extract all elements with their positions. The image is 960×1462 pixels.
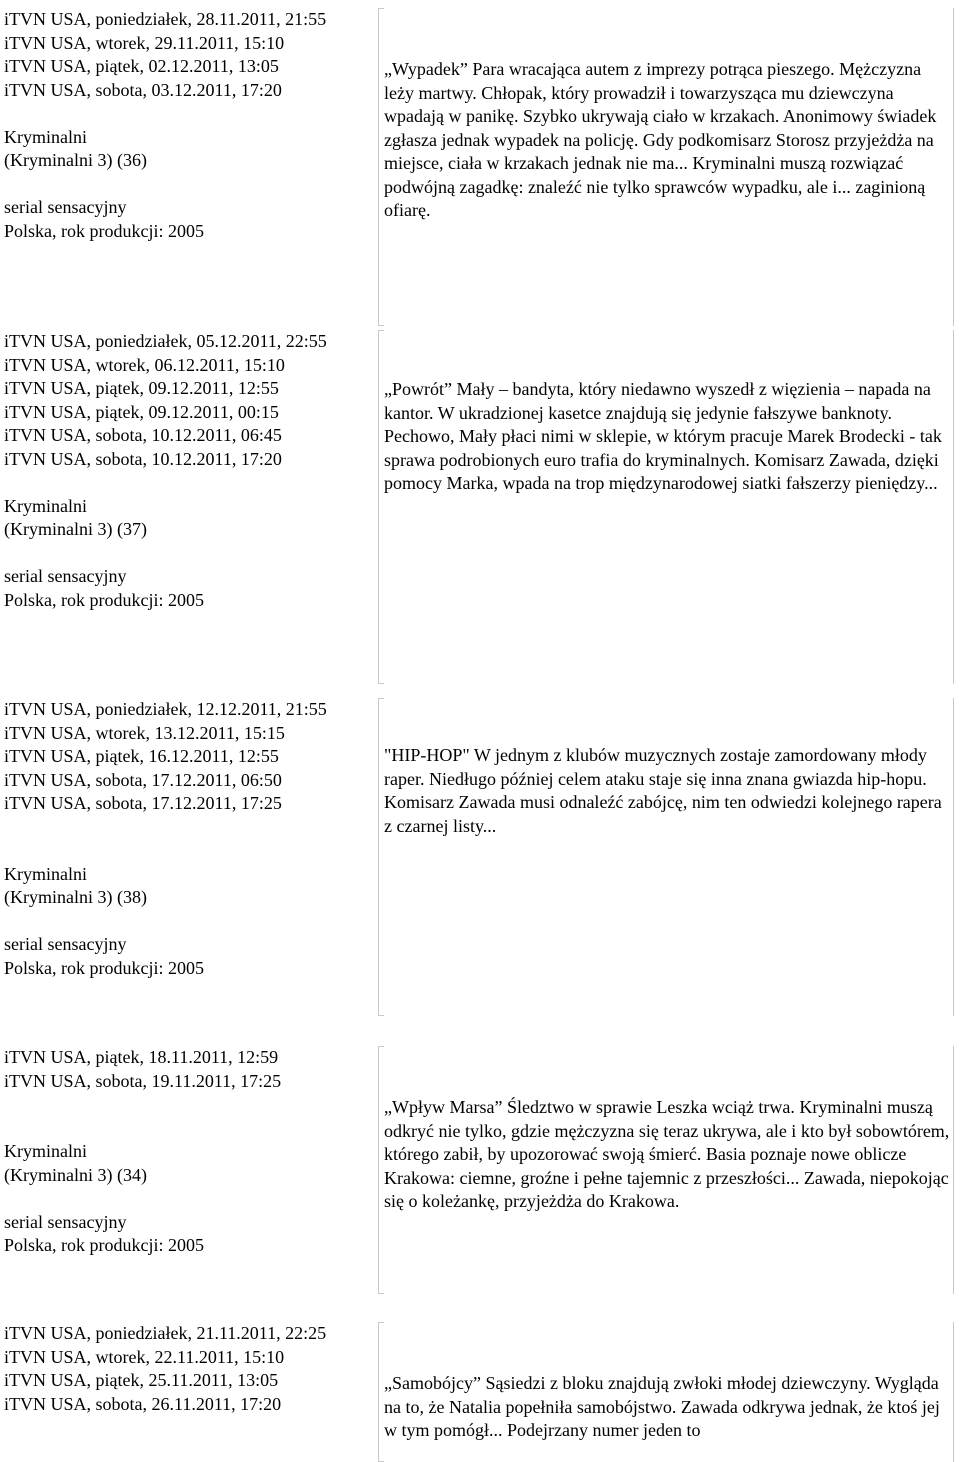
- airing-line: iTVN USA, sobota, 03.12.2011, 17:20: [4, 79, 282, 100]
- episode-description: "HIP-HOP" W jednym z klubów muzycznych zostaje zamordowany młody raper. Niedługo później celem ataku staje się inna znana gwiazda hip-hopu. Komisarz Zawada musi odnaleźć zabójcę, nim ten odwiedzi kolejnego rapera z czarnej listy...: [384, 745, 942, 836]
- airing-line: iTVN USA, poniedziałek, 05.12.2011, 22:55: [4, 331, 327, 351]
- episode-row: [0, 698, 960, 1028]
- episode-description: „Wypadek” Para wracająca autem z imprezy potrąca pieszego. Mężczyzna leży martwy. Chłopak, który prowadził i towarzysząca mu dziewczyna wpadają w panikę. Szybko ukrywają ciało w krzakach. Anonimowy świadek zgłasza jednak wypadek na policję. Gdy podkomisarz Storosz przyjeżdża na miejsce, ciała w krzakach jednak nie ma... Kryminalni muszą rozwiązać podwójną zagadkę: znaleźć nie tylko sprawców wypadku, ale i... zaginioną ofiarę.: [384, 59, 937, 220]
- description-box: [378, 8, 954, 326]
- airing-line: iTVN USA, piątek, 16.12.2011, 12:55: [4, 746, 279, 766]
- airing-line: iTVN USA, piątek, 18.11.2011, 12:59: [4, 1047, 279, 1067]
- episode-description: „Wpływ Marsa” Śledztwo w sprawie Leszka wciąż trwa. Kryminalni muszą odkryć nie tylko, gdzie mężczyzna się teraz ukrywa, ale i kto był sobowtórem, którego zabił, by upozorować swoją śmierć. Basia poznaje nowe oblicze Krakowa: ciemne, groźne i pełne tajemnic z przeszłości... Zawada, niepokojąc się o koleżankę, przyjeżdża do Krakowa.: [384, 1097, 950, 1211]
- episode-subtitle: (Kryminalni 3) (34): [4, 1164, 147, 1185]
- production-info: Polska, rok produkcji: 2005: [4, 589, 204, 610]
- episode-row: [0, 1046, 960, 1294]
- series-title: Kryminalni: [4, 1141, 87, 1161]
- series-title: Kryminalni: [4, 495, 87, 516]
- episode-info: [4, 330, 376, 612]
- airing-line: iTVN USA, wtorek, 06.12.2011, 15:10: [4, 354, 285, 375]
- episode-description: „Samobójcy” Sąsiedzi z bloku znajdują zwłoki młodej dziewczyny. Wygląda na to, że Natalia popełniła samobójstwo. Zawada odkrywa jednak, że ktoś jej w tym pomógł... Podejrzany numer jeden to: [384, 1373, 940, 1440]
- episode-subtitle: (Kryminalni 3) (38): [4, 887, 147, 907]
- airing-line: iTVN USA, sobota, 17.12.2011, 17:25: [4, 793, 282, 813]
- airing-line: iTVN USA, piątek, 02.12.2011, 13:05: [4, 56, 279, 76]
- airing-line: iTVN USA, piątek, 09.12.2011, 12:55: [4, 378, 279, 398]
- airing-line: iTVN USA, wtorek, 22.11.2011, 15:10: [4, 1346, 285, 1367]
- airing-line: iTVN USA, wtorek, 29.11.2011, 15:10: [4, 32, 285, 53]
- episode-info: [4, 1322, 376, 1416]
- episode-info: [4, 1046, 376, 1258]
- episode-row: [0, 1322, 960, 1452]
- description-box: [378, 698, 954, 1016]
- description-box: [378, 330, 954, 684]
- airing-line: iTVN USA, piątek, 09.12.2011, 00:15: [4, 401, 279, 422]
- production-info: Polska, rok produkcji: 2005: [4, 957, 204, 978]
- episode-row: [0, 330, 960, 684]
- production-info: Polska, rok produkcji: 2005: [4, 220, 204, 241]
- airing-line: iTVN USA, sobota, 10.12.2011, 17:20: [4, 448, 282, 469]
- episode-description: „Powrót” Mały – bandyta, który niedawno wyszedł z więzienia – napada na kantor. W ukradzionej kasetce znajdują się jedynie fałszywe banknoty. Pechowo, Mały płaci nimi w sklepie, w którym pracuje Marek Brodecki - tak sprawa podrobionych euro trafia do kryminalnych. Komisarz Zawada, dzięki pomocy Marka, wpada na trop międzynarodowej siatki fałszerzy pieniędzy...: [384, 379, 942, 493]
- genre: serial sensacyjny: [4, 934, 127, 954]
- airing-line: iTVN USA, poniedziałek, 21.11.2011, 22:25: [4, 1323, 327, 1343]
- genre: serial sensacyjny: [4, 566, 127, 586]
- episode-subtitle: (Kryminalni 3) (36): [4, 150, 147, 170]
- episode-row: [0, 8, 960, 326]
- series-title: Kryminalni: [4, 863, 87, 884]
- airing-line: iTVN USA, poniedziałek, 12.12.2011, 21:55: [4, 699, 327, 719]
- episode-info: [4, 8, 376, 243]
- airing-line: iTVN USA, wtorek, 13.12.2011, 15:15: [4, 722, 285, 743]
- production-info: Polska, rok produkcji: 2005: [4, 1235, 204, 1255]
- episode-subtitle: (Kryminalni 3) (37): [4, 519, 147, 539]
- genre: serial sensacyjny: [4, 1211, 127, 1232]
- description-box: [378, 1322, 954, 1462]
- airing-line: iTVN USA, piątek, 25.11.2011, 13:05: [4, 1370, 279, 1390]
- airing-line: iTVN USA, sobota, 17.12.2011, 06:50: [4, 769, 282, 790]
- episode-info: [4, 698, 376, 980]
- series-title: Kryminalni: [4, 126, 87, 147]
- description-box: [378, 1046, 954, 1294]
- genre: serial sensacyjny: [4, 197, 127, 217]
- airing-line: iTVN USA, sobota, 19.11.2011, 17:25: [4, 1070, 282, 1091]
- airing-line: iTVN USA, sobota, 10.12.2011, 06:45: [4, 425, 282, 445]
- airing-line: iTVN USA, poniedziałek, 28.11.2011, 21:55: [4, 9, 327, 29]
- airing-line: iTVN USA, sobota, 26.11.2011, 17:20: [4, 1393, 282, 1414]
